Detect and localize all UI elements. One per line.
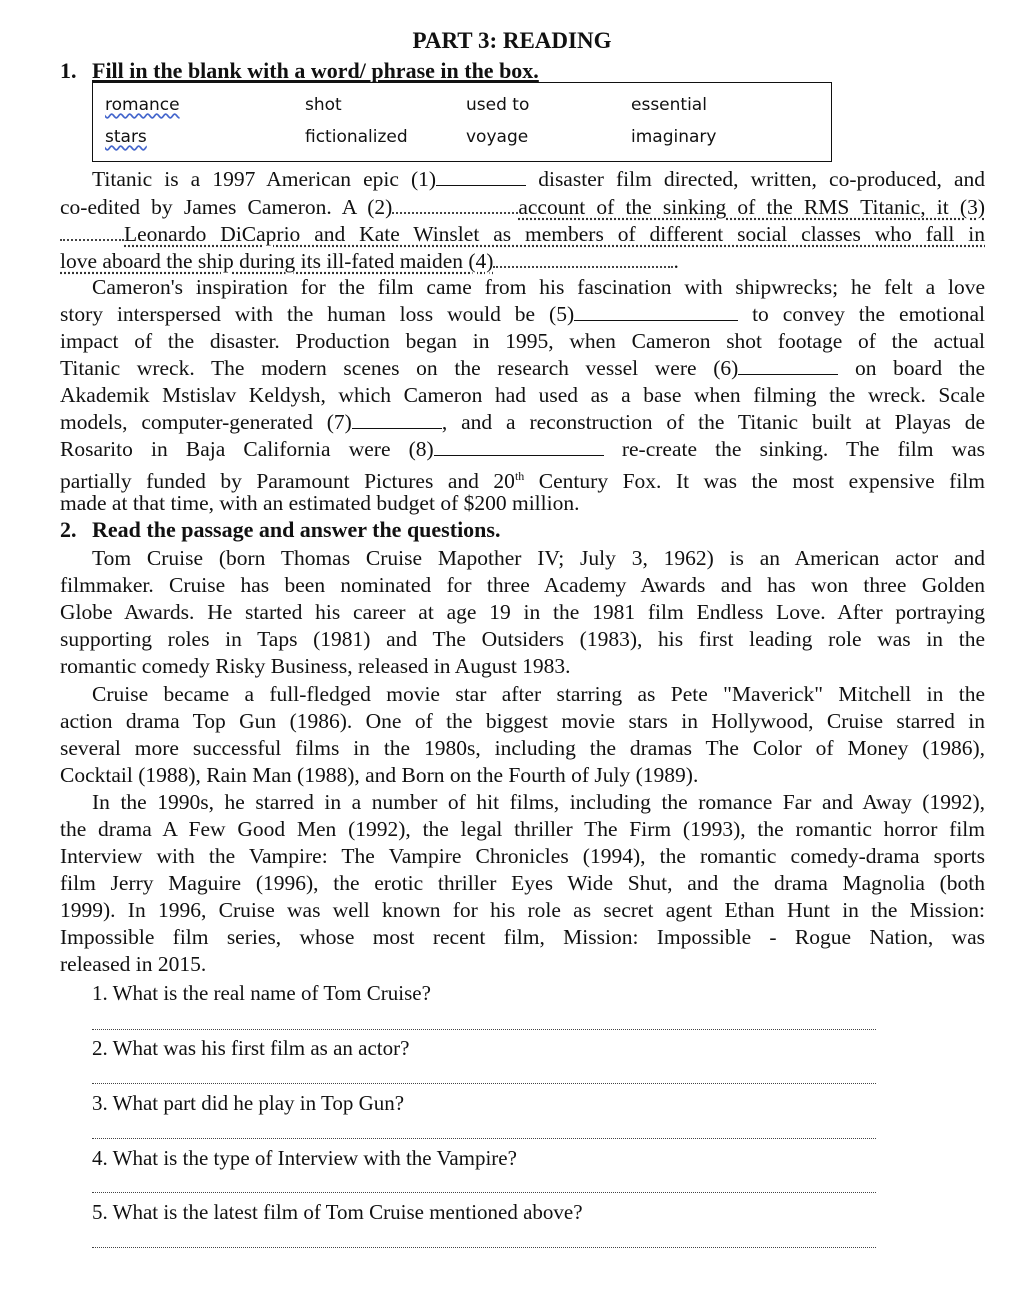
passage1-line [60, 247, 985, 274]
reading-line: filmmaker. Cruise has been nominated for three Academy Awards and has won three Golden [60, 573, 985, 597]
passage2-line [60, 409, 985, 436]
word-romance: romance [105, 95, 180, 115]
word-stars: stars [105, 127, 147, 147]
answer-line-1[interactable] [92, 1029, 876, 1030]
blank-7[interactable] [352, 409, 442, 429]
reading-line: supporting roles in Taps (1981) and The Outsiders (1983), his first leading role was in the [60, 627, 985, 651]
passage2-line: impact of the disaster. Production began in 1995, when Cameron shot footage of the actual [60, 329, 985, 353]
word-shot: shot [305, 95, 342, 115]
passage-text: Titanic is a 1997 American epic (1) [92, 167, 437, 191]
word-voyage: voyage [466, 127, 529, 147]
blank-6[interactable] [738, 355, 838, 375]
word-used-to: used to [466, 95, 530, 115]
reading-line: Cruise became a full-fledged movie star after starring as Pete "Maverick" Mitchell in the [92, 682, 985, 706]
reading-line: romantic comedy Risky Business, released in August 1983. [60, 654, 571, 678]
blank-5[interactable] [574, 301, 738, 321]
reading-line: film Jerry Maguire (1996), the erotic thriller Eyes Wide Shut, and the drama Magnolia (both [60, 871, 985, 895]
word-box [92, 82, 832, 162]
word-imaginary: imaginary [631, 127, 717, 147]
passage-text: Leonardo DiCaprio and Kate Winslet as members of different social classes who fall in [124, 222, 985, 246]
passage-text: models, computer-generated (7) [60, 410, 352, 434]
passage-text: love aboard the ship during its ill-fated maiden (4) [60, 249, 494, 273]
reading-line: Tom Cruise (born Thomas Cruise Mapother IV; July 3, 1962) is an American actor and [92, 546, 985, 570]
passage2-line [60, 301, 985, 328]
passage-text: Rosarito in Baja California were (8) [60, 437, 434, 461]
passage-text: on board the [854, 356, 986, 380]
passage-text: disaster film directed, written, co-produced, and [538, 167, 985, 191]
page-title: PART 3: READING [412, 28, 612, 53]
word-fictionalized: fictionalized [305, 127, 408, 147]
reading-line: Globe Awards. He started his career at age 19 in the 1981 film Endless Love. After portraying [60, 600, 985, 624]
answer-line-2[interactable] [92, 1083, 876, 1084]
passage-text: partially funded by Paramount Pictures and 20 [60, 469, 515, 494]
question-4: 4. What is the type of Interview with the Vampire? [92, 1146, 517, 1170]
reading-line: several more successful films in the 1980s, including the dramas The Color of Money (1986), [60, 736, 985, 760]
reading-line: released in 2015. [60, 952, 207, 976]
passage1-line [60, 220, 985, 247]
question-1: 1. What is the real name of Tom Cruise? [92, 981, 431, 1005]
reading-line: In the 1990s, he starred in a number of hit films, including the romance Far and Away (1992), [92, 790, 985, 814]
passage-text: to convey the emotional [752, 302, 986, 326]
passage-text: Century Fox. It was the most expensive film [524, 469, 985, 494]
reading-line: Cocktail (1988), Rain Man (1988), and Born on the Fourth of July (1989). [60, 763, 699, 787]
blank-2[interactable] [392, 193, 518, 214]
word-essential: essential [631, 95, 707, 115]
passage2-line: Akademik Mstislav Keldysh, which Cameron had used as a base when filming the wreck. Scale [60, 383, 985, 407]
passage-text: co-edited by James Cameron. A (2) [60, 195, 393, 219]
section1-heading [60, 58, 539, 84]
passage-text: , and a reconstruction of the Titanic built at Playas de [441, 410, 986, 434]
passage2-line [60, 355, 985, 382]
section2-heading [60, 517, 500, 543]
passage-text: account of the sinking of the RMS Titanic, it (3) [518, 195, 985, 219]
passage1-line [60, 193, 985, 220]
reading-line: Interview with the Vampire: The Vampire Chronicles (1994), the romantic comedy-drama sports [60, 844, 985, 868]
answer-line-5[interactable] [92, 1247, 876, 1248]
passage2-line [60, 463, 985, 494]
section2-number: 2. [60, 517, 77, 542]
passage2-line: made at that time, with an estimated budget of $200 million. [60, 491, 580, 515]
reading-line: Impossible film series, whose most recent film, Mission: Impossible - Rogue Nation, was [60, 925, 985, 949]
passage-text: Titanic wreck. The modern scenes on the research vessel were (6) [60, 356, 739, 380]
reading-line: 1999). In 1996, Cruise was well known for his role as secret agent Ethan Hunt in the Mission: [60, 898, 985, 922]
blank-4[interactable] [493, 247, 673, 268]
blank-3[interactable] [60, 220, 124, 241]
passage2-line [60, 436, 985, 463]
answer-line-3[interactable] [92, 1138, 876, 1139]
passage2-line: Cameron's inspiration for the film came from his fascination with shipwrecks; he felt a love [92, 275, 985, 299]
reading-line: action drama Top Gun (1986). One of the biggest movie stars in Hollywood, Cruise starred in [60, 709, 985, 733]
passage1-line [60, 166, 985, 193]
passage-text: . [673, 249, 679, 273]
question-5: 5. What is the latest film of Tom Cruise mentioned above? [92, 1200, 583, 1224]
section1-number: 1. [60, 58, 77, 83]
section1-heading-text: Fill in the blank with a word/ phrase in the box. [92, 58, 539, 83]
answer-line-4[interactable] [92, 1192, 876, 1193]
section2-heading-text: Read the passage and answer the questions. [92, 517, 501, 542]
question-2: 2. What was his first film as an actor? [92, 1036, 410, 1060]
blank-1[interactable] [436, 166, 526, 186]
passage-sup: th [514, 469, 525, 483]
reading-line: the drama A Few Good Men (1992), the legal thriller The Firm (1993), the romantic horror film [60, 817, 985, 841]
blank-8[interactable] [434, 436, 604, 456]
passage-text: story interspersed with the human loss would be (5) [60, 302, 575, 326]
passage-text: re-create the sinking. The film was [621, 437, 985, 461]
question-3: 3. What part did he play in Top Gun? [92, 1091, 405, 1115]
